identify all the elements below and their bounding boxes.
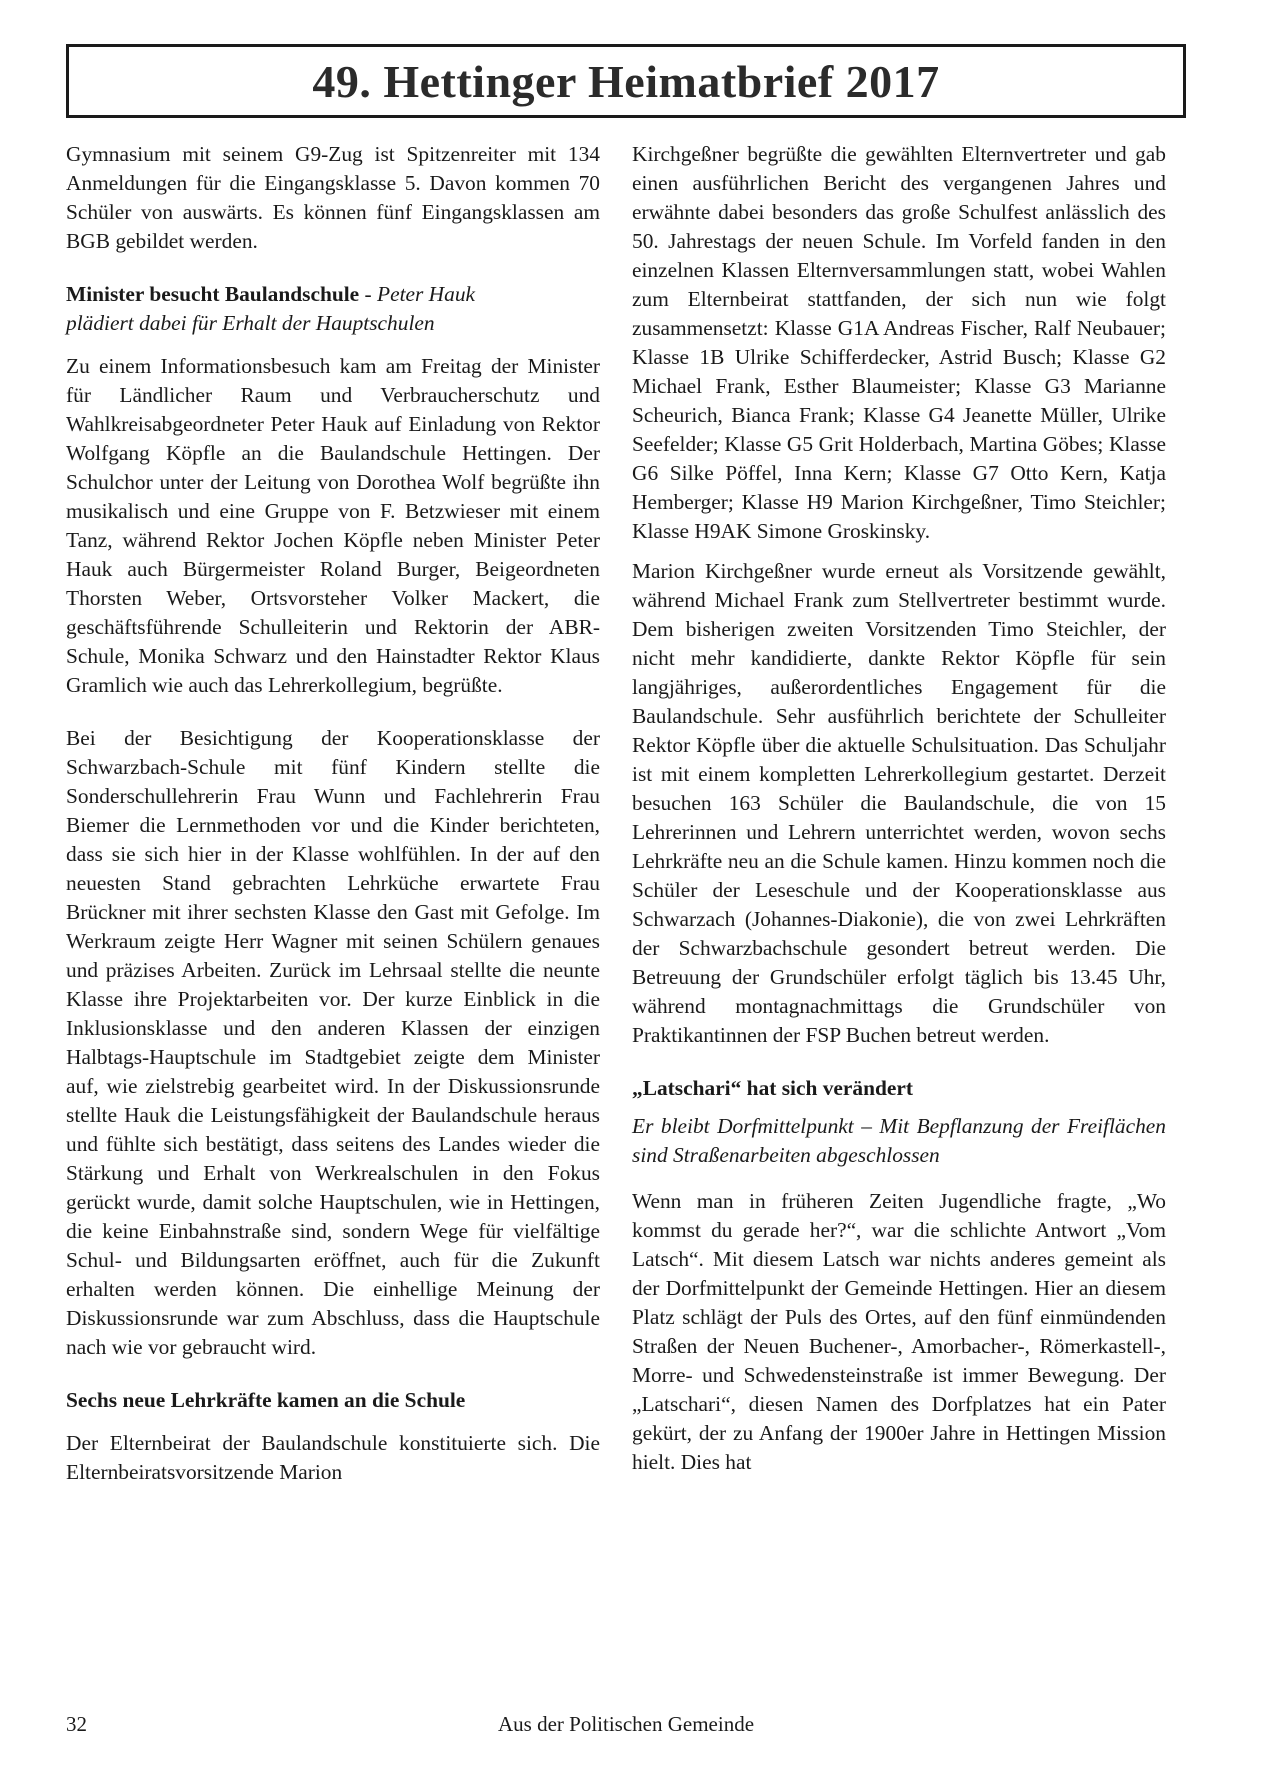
article-minister-heading-block <box>66 280 600 338</box>
page-number: 32 <box>66 1712 87 1736</box>
page-footer <box>66 1712 1186 1742</box>
article-latschari-subheading: Er bleibt Dorfmittelpunkt – Mit Bepflanzung der Freiflächen sind Straßenarbeiten abgeschlossen <box>632 1114 1166 1167</box>
section-name: Aus der Politischen Gemeinde <box>497 1712 755 1736</box>
right-column <box>632 140 1166 1488</box>
article-minister-subheading: plädiert dabei für Erhalt der Hauptschulen <box>66 311 435 335</box>
heading-separator: - <box>359 282 378 306</box>
intro-paragraph: Gymnasium mit seinem G9-Zug ist Spitzenreiter mit 134 Anmeldungen für die Eingangsklasse 5. Davon kommen 70 Schüler von auswärts. Es können fünf Eingangsklassen am BGB gebildet werden. <box>66 142 600 253</box>
article-latschari-paragraph-1: Wenn man in früheren Zeiten Jugendliche fragte, „Wo kommst du gerade her?“, war die schlichte Antwort „Vom Latsch“. Mit diesem Latsch war nichts anderes gemeint als der Dorfmittelpunkt der Gemeinde Hettingen. Hier an diesem Platz schlägt der Puls des Ortes, auf den fünf einmündenden Straßen der Neuen Buchener-, Amorbacher-, Römerkastell-, Morre- und Schwedensteinstraße ist immer Bewegung. Der „Latschari“, diesen Namen des Dorfplatzes hat ein Pater gekürt, der zu Anfang der 1900er Jahre in Hettingen Mission hielt. Dies hat <box>632 1189 1166 1474</box>
article-teachers-paragraph-2: Kirchgeßner begrüßte die gewählten Elternvertreter und gab einen ausführlichen Bericht des vergangenen Jahres und erwähnte dabei besonders das große Schulfest anlässlich des 50. Jahrestags der neuen Schule. Im Vorfeld fanden in den einzelnen Klassen Elternversammlungen statt, wobei Wahlen zum Elternbeirat stattfanden, der sich nun wie folgt zusammensetzt: Klasse G1A Andreas Fischer, Ralf Neubauer; Klasse 1B Ulrike Schifferdecker, Astrid Busch; Klasse G2 Michael Frank, Esther Blaumeister; Klasse G3 Marianne Scheurich, Bianca Frank; Klasse G4 Jeanette Müller, Ulrike Seefelder; Klasse G5 Grit Holderbach, Martina Göbes; Klasse G6 Silke Pöffel, Inna Kern; Klasse G7 Otto Kern, Katja Hemberger; Klasse H9 Marion Kirchgeßner, Timo Steichler; Klasse H9AK Simone Groskinsky. <box>632 142 1166 543</box>
article-latschari-heading: „Latschari“ hat sich verändert <box>632 1076 914 1100</box>
left-column <box>66 140 600 1498</box>
article-teachers-paragraph-1: Der Elternbeirat der Baulandschule konstituierte sich. Die Elternbeiratsvorsitzende Marion <box>66 1431 600 1484</box>
article-teachers-heading: Sechs neue Lehrkräfte kamen an die Schule <box>66 1388 466 1412</box>
article-minister-paragraph-1: Zu einem Informationsbesuch kam am Freitag der Minister für Ländlicher Raum und Verbraucherschutz und Wahlkreisabgeordneter Peter Hauk auf Einladung von Rektor Wolfgang Köpfle an die Baulandschule Hettingen. Der Schulchor unter der Leitung von Dorothea Wolf begrüßte ihn musikalisch und eine Gruppe von F. Betzwieser mit einem Tanz, während Rektor Jochen Köpfle neben Minister Peter Hauk auch Bürgermeister Roland Burger, Beigeordneten Thorsten Weber, Ortsvorsteher Volker Mackert, die geschäftsführende Schulleiterin und Rektorin der ABR-Schule, Monika Schwarz und den Hainstadter Rektor Klaus Gramlich wie auch das Lehrerkollegium, begrüßte. <box>66 354 600 697</box>
masthead <box>66 44 1186 118</box>
article-minister-paragraph-2: Bei der Besichtigung der Kooperationsklasse der Schwarzbach-Schule mit fünf Kindern stellte die Sonderschullehrerin Frau Wunn und Fachlehrerin Frau Biemer die Lernmethoden vor und die Kinder berichteten, dass sie sich hier in der Klasse wohlfühlen. In der auf den neuesten Stand gebrachten Lehrküche erwartete Frau Brückner mit ihrer sechsten Klasse den Gast mit Gefolge. Im Werkraum zeigte Herr Wagner mit seinen Schülern genaues und präzises Arbeiten. Zurück im Lehrsaal stellte die neunte Klasse ihre Projektarbeiten vor. Der kurze Einblick in die Inklusionsklasse und den anderen Klassen der einzigen Halbtags-Hauptschule im Stadtgebiet zeigte dem Minister auf, wie zielstrebig gearbeitet wird. In der Diskussionsrunde stellte Hauk die Leistungsfähigkeit der Baulandschule heraus und fühlte sich bestätigt, dass seitens des Landes wieder die Stärkung und Erhalt von Werkrealschulen in den Fokus gerückt wurde, damit solche Hauptschulen, wie in Hettingen, die keine Einbahnstraße sind, sondern Wege für vielfältige Schul- und Bildungsarten eröffnet, auch für die Zukunft erhalten werden können. Die einhellige Meinung der Diskussionsrunde war zum Abschluss, dass die Hauptschule nach wie vor gebraucht wird. <box>66 726 600 1359</box>
article-minister-heading: Minister besucht Baulandschule <box>66 282 360 306</box>
article-minister-author: Peter Hauk <box>377 282 476 306</box>
article-teachers-paragraph-3: Marion Kirchgeßner wurde erneut als Vorsitzende gewählt, während Michael Frank zum Stellvertreter bestimmt wurde. Dem bisherigen zweiten Vorsitzenden Timo Steichler, der nicht mehr kandidierte, dankte Rektor Köpfle für sein langjähriges, außerordentliches Engagement für die Baulandschule. Sehr ausführlich berichtete der Schulleiter Rektor Köpfle über die aktuelle Schulsituation. Das Schuljahr ist mit einem kompletten Lehrerkollegium gestartet. Derzeit besuchen 163 Schüler die Baulandschule, die von 15 Lehrerinnen und Lehrern unterrichtet werden, wovon sechs Lehrkräfte neu an die Schule kamen. Hinzu kommen noch die Schüler der Leseschule und der Kooperationsklasse aus Schwarzach (Johannes-Diakonie), die von zwei Lehrkräften der Schwarzbachschule gesondert betreut werden. Die Betreuung der Grundschüler erfolgt täglich bis 13.45 Uhr, während montagnachmittags die Grundschüler von Praktikantinnen der FSP Buchen betreut werden. <box>632 559 1166 1047</box>
page-title: 49. Hettinger Heimatbrief 2017 <box>312 55 940 107</box>
